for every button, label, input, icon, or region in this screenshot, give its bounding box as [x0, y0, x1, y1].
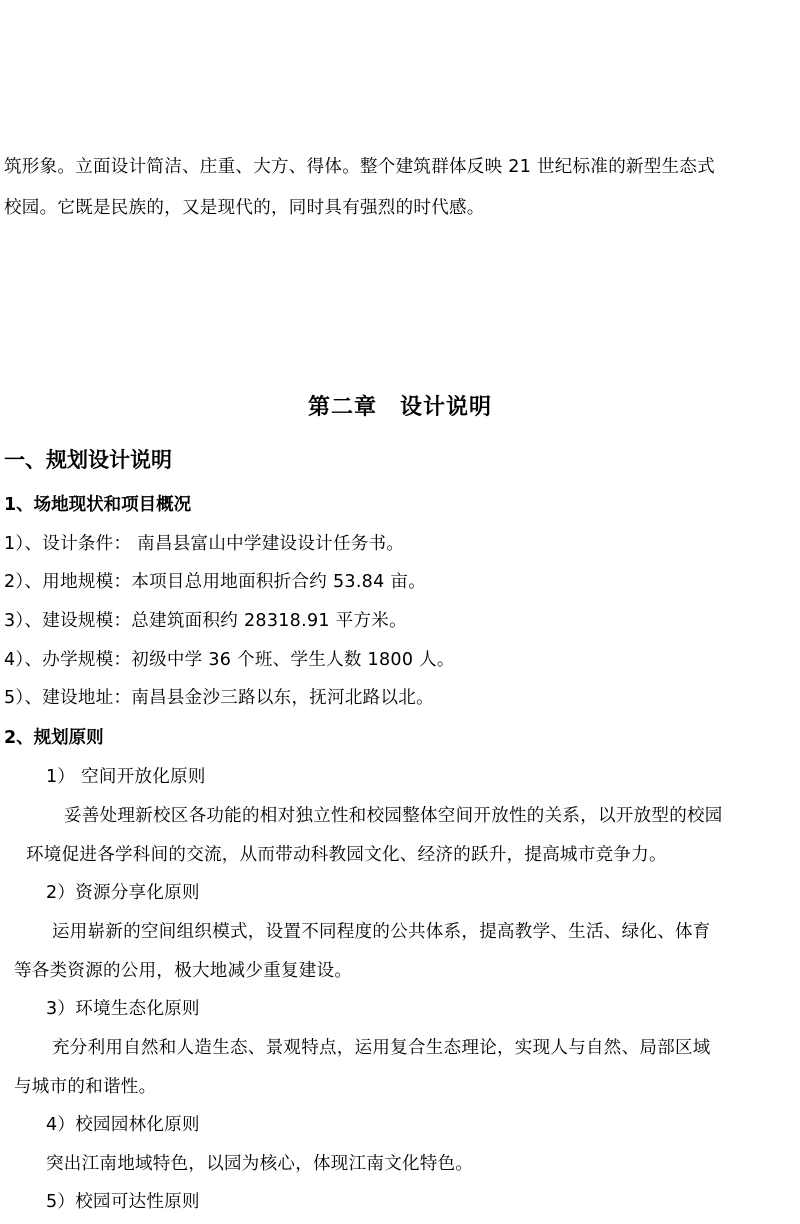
chapter-title: 第二章 设计说明 — [307, 395, 492, 420]
list-item: 4）、办学规模：初级中学 36 个班、学生人数 1800 人。 — [4, 650, 455, 670]
principle-title-2: 2）资源分享化原则 — [46, 883, 200, 903]
subsection-heading-1: 1、场地现状和项目概况 — [4, 495, 192, 515]
list-item: 2）、用地规模：本项目总用地面积折合约 53.84 亩。 — [4, 572, 427, 592]
subsection-heading-2: 2、规划原则 — [4, 728, 104, 748]
principle-text-1b: 环境促进各学科间的交流，从而带动科教园文化、经济的跃升，提高城市竞争力。 — [26, 845, 667, 865]
section-heading: 一、规划设计说明 — [4, 448, 172, 472]
principle-text-3b: 与城市的和谐性。 — [14, 1077, 157, 1097]
principle-title-3: 3）环境生态化原则 — [46, 999, 200, 1019]
principle-text-1a: 妥善处理新校区各功能的相对独立性和校园整体空间开放性的关系，以开放型的校园 — [64, 806, 723, 826]
intro-line-2: 校园。它既是民族的，又是现代的，同时具有强烈的时代感。 — [4, 198, 485, 218]
intro-line-1: 筑形象。立面设计简洁、庄重、大方、得体。整个建筑群体反映 21 世纪标准的新型生态式 — [4, 157, 715, 177]
principle-title-5: 5）校园可达性原则 — [46, 1192, 200, 1212]
list-item: 3）、建设规模：总建筑面积约 28318.91 平方米。 — [4, 611, 407, 631]
list-item: 1）、设计条件： 南昌县富山中学建设设计任务书。 — [4, 534, 405, 554]
principle-title-1: 1） 空间开放化原则 — [46, 767, 206, 787]
principle-text-3a: 充分利用自然和人造生态、景观特点，运用复合生态理论，实现人与自然、局部区域 — [52, 1038, 711, 1058]
principle-text-2a: 运用崭新的空间组织模式，设置不同程度的公共体系，提高教学、生活、绿化、体育 — [52, 922, 711, 942]
principle-text-2b: 等各类资源的公用，极大地减少重复建设。 — [14, 961, 353, 981]
principle-text-4a: 突出江南地域特色，以园为核心，体现江南文化特色。 — [46, 1154, 474, 1174]
list-item: 5）、建设地址：南昌县金沙三路以东，抚河北路以北。 — [4, 688, 434, 708]
principle-title-4: 4）校园园林化原则 — [46, 1115, 200, 1135]
